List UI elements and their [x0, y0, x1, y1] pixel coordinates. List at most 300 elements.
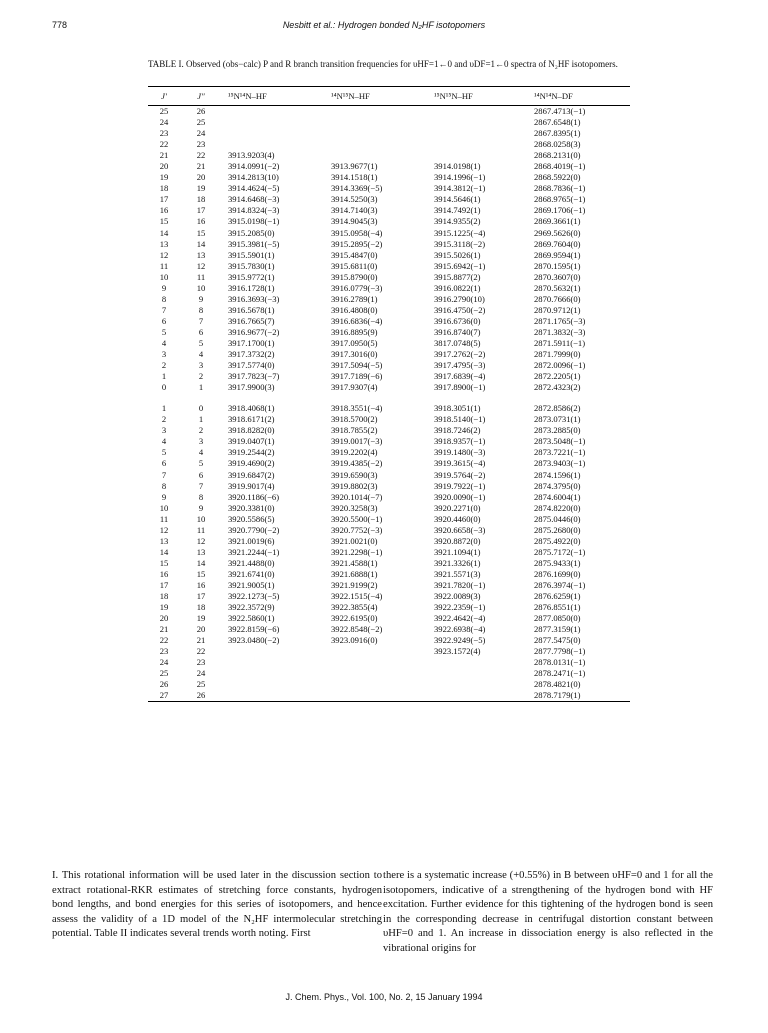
- table-row: [148, 194, 630, 205]
- table-cell: 3922.3572(9): [228, 602, 275, 613]
- table-row: [148, 250, 630, 261]
- table-cell: 3915.4847(0): [331, 249, 378, 260]
- table-cell: 2: [198, 425, 204, 436]
- table-cell: 3919.6590(3): [331, 469, 378, 480]
- table-cell: 2871.5911(−1): [534, 337, 586, 348]
- table-cell: 12: [196, 535, 206, 546]
- page-number: 778: [52, 20, 68, 30]
- table-cell: 3922.6195(0): [331, 613, 378, 624]
- table-cell: 17: [196, 205, 206, 216]
- table-cell: 3817.0748(5): [434, 337, 481, 348]
- table-cell: 3913.9203(4): [228, 150, 275, 161]
- table-cell: 3916.0822(1): [434, 282, 481, 293]
- table-cell: 3915.0198(−1): [228, 216, 280, 227]
- table-cell: 1: [161, 403, 167, 414]
- table-row: [148, 139, 630, 150]
- table-cell: 2875.9433(1): [534, 557, 581, 568]
- table-cell: 9: [198, 502, 204, 513]
- table-cell: 3917.9900(3): [228, 382, 275, 393]
- table-cell: 3917.0950(5): [331, 337, 378, 348]
- table-row: [148, 150, 630, 161]
- table-cell: 2873.7221(−1): [534, 447, 586, 458]
- table-row: [148, 657, 630, 668]
- table-cell: 1: [161, 371, 167, 382]
- table-cell: 2873.2885(0): [534, 425, 581, 436]
- table-row: [148, 294, 630, 305]
- table-cell: 2876.1699(0): [534, 568, 581, 579]
- table-cell: 3915.9772(1): [228, 271, 275, 282]
- table-cell: 25: [196, 117, 206, 128]
- table-cell: 3914.6468(−3): [228, 194, 280, 205]
- table-cell: 23: [159, 128, 169, 139]
- table-cell: 3921.4488(0): [228, 557, 275, 568]
- table-cell: 3914.0198(1): [434, 161, 481, 172]
- column-header: ¹⁵N¹⁴N–HF: [222, 87, 331, 106]
- table-cell: 2874.6004(1): [534, 491, 581, 502]
- table-row: [148, 382, 630, 393]
- table-cell: 22: [196, 150, 206, 161]
- table-cell: 3920.4460(0): [434, 513, 481, 524]
- running-title: Nesbitt et al.: Hydrogen bonded N₂HF isotopomers: [282, 20, 486, 30]
- table-cell: 2870.3607(0): [534, 271, 581, 282]
- table-cell: 14: [196, 238, 206, 249]
- table-cell: [222, 128, 331, 139]
- table-cell: [331, 150, 434, 161]
- table-cell: 3916.4808(0): [331, 304, 378, 315]
- table-cell: 2871.7999(0): [534, 349, 581, 360]
- table-row: [148, 436, 630, 447]
- table-cell: 16: [196, 216, 206, 227]
- table-cell: 2868.2131(0): [534, 150, 581, 161]
- table-row: [148, 547, 630, 558]
- table-row: [148, 668, 630, 679]
- table-cell: 3922.9249(−5): [434, 635, 486, 646]
- table-cell: 18: [159, 591, 169, 602]
- table-cell: 11: [196, 524, 206, 535]
- table-cell: 12: [159, 524, 169, 535]
- table-cell: 3920.3258(3): [331, 502, 378, 513]
- table-cell: 4: [198, 447, 204, 458]
- table-cell: 2877.7798(−1): [534, 646, 586, 657]
- table-cell: 22: [196, 646, 206, 657]
- table-cell: 3918.7855(2): [331, 425, 378, 436]
- table-cell: [331, 117, 434, 128]
- table-cell: 3919.2544(2): [228, 447, 275, 458]
- table-cell: 2870.9712(1): [534, 304, 581, 315]
- table-row: [148, 283, 630, 294]
- table-cell: 3923.1572(4): [434, 646, 481, 657]
- table-cell: 3916.2789(1): [331, 293, 378, 304]
- table-cell: 3918.9357(−1): [434, 436, 486, 447]
- table-cell: 7: [161, 469, 167, 480]
- table-cell: 2871.3832(−3): [534, 326, 586, 337]
- table-cell: [434, 106, 534, 118]
- table-cell: 3915.8877(2): [434, 271, 481, 282]
- table-cell: 4: [161, 337, 167, 348]
- table-cell: 3919.1480(−3): [434, 447, 486, 458]
- table-cell: 3921.6888(1): [331, 568, 378, 579]
- table-cell: 2: [161, 360, 167, 371]
- table-cell: 25: [159, 668, 169, 679]
- table-row: [148, 447, 630, 458]
- table-cell: 3920.5500(−1): [331, 513, 383, 524]
- table-row: [148, 117, 630, 128]
- table-cell: 15: [159, 557, 169, 568]
- column-header: ¹⁵N¹⁵N–HF: [434, 87, 534, 106]
- table-cell: 2872.4323(2): [534, 382, 581, 393]
- table-cell: 10: [159, 271, 169, 282]
- table-cell: 19: [159, 602, 169, 613]
- table-row: [148, 261, 630, 272]
- table-cell: [434, 690, 534, 702]
- table-cell: 0: [198, 403, 204, 414]
- table-cell: 8: [161, 293, 167, 304]
- table-cell: 3916.6836(−4): [331, 315, 383, 326]
- table-cell: [434, 128, 534, 139]
- table-cell: 3921.4588(1): [331, 557, 378, 568]
- table-cell: 11: [159, 260, 169, 271]
- table-cell: 3922.5860(1): [228, 613, 275, 624]
- table-cell: 3921.6741(0): [228, 568, 275, 579]
- table-cell: 2877.5475(0): [534, 635, 581, 646]
- table-caption: [148, 58, 628, 70]
- table-cell: 3923.0916(0): [331, 635, 378, 646]
- table-cell: 4: [161, 436, 167, 447]
- table-cell: [331, 668, 434, 679]
- table-cell: 3915.6811(0): [331, 260, 378, 271]
- table-cell: 3916.6736(0): [434, 315, 481, 326]
- table-cell: 3914.0991(−2): [228, 161, 280, 172]
- table-cell: 2877.0850(0): [534, 613, 581, 624]
- table-cell: [222, 668, 331, 679]
- table-cell: 3917.3732(2): [228, 349, 275, 360]
- table-cell: 3920.2271(0): [434, 502, 481, 513]
- table-cell: 3916.4750(−2): [434, 304, 486, 315]
- table-cell: [222, 690, 331, 702]
- table-row: [148, 646, 630, 657]
- table-cell: 3915.2895(−2): [331, 238, 383, 249]
- table-cell: 10: [196, 282, 206, 293]
- table-row: [148, 349, 630, 360]
- table-cell: 26: [196, 106, 206, 116]
- table-cell: 3916.0779(−3): [331, 282, 383, 293]
- column-header: ¹⁴N¹⁵N–HF: [331, 87, 434, 106]
- table-row: [148, 536, 630, 547]
- table-cell: 15: [159, 216, 169, 227]
- table-cell: 2876.6259(1): [534, 591, 581, 602]
- table-row: [148, 569, 630, 580]
- table-row: [148, 690, 630, 702]
- body-text-right-column: there is a systematic increase (+0.55%) in B between υHF=0 and 1 for all the isotopomers, indicative of a strengthening of the hydrogen bond with HF excitation. Further evidence for this tightening of the hydrogen bond is seen in the corresponding decrease in centrifugal distortion constant between υHF=0 and 1. An increase in dissociation energy is also reflected in the vibrational origins for: [383, 870, 713, 954]
- table-cell: 7: [198, 315, 204, 326]
- table-cell: 3915.5901(1): [228, 249, 275, 260]
- table-cell: 3917.7189(−6): [331, 371, 383, 382]
- table-row: [148, 183, 630, 194]
- table-cell: 14: [159, 227, 169, 238]
- table-body: [148, 106, 630, 702]
- table-cell: [222, 679, 331, 690]
- table-cell: 2867.6548(1): [534, 117, 581, 128]
- table-cell: 3922.6938(−4): [434, 624, 486, 635]
- table-cell: 3921.1094(1): [434, 546, 481, 557]
- table-cell: 3921.3326(1): [434, 557, 481, 568]
- table-row: [148, 371, 630, 382]
- table-cell: [331, 106, 434, 118]
- table-cell: [331, 679, 434, 690]
- table-cell: 3: [161, 425, 167, 436]
- table-row: [148, 205, 630, 216]
- table-cell: 3916.5678(1): [228, 304, 275, 315]
- table-cell: 2870.5632(1): [534, 282, 581, 293]
- table-cell: [331, 646, 434, 657]
- table-cell: 3915.5026(1): [434, 249, 481, 260]
- table-row: [148, 403, 630, 414]
- table-cell: [331, 128, 434, 139]
- table-cell: 9: [161, 282, 167, 293]
- table-cell: 1: [198, 382, 204, 393]
- table-cell: 2872.8586(2): [534, 403, 581, 414]
- table-cell: 23: [196, 139, 206, 150]
- table-cell: 6: [161, 458, 167, 469]
- table-cell: 3915.3981(−5): [228, 238, 280, 249]
- table-cell: 2867.8395(1): [534, 128, 581, 139]
- table-cell: 19: [159, 172, 169, 183]
- table-cell: 3916.1728(1): [228, 282, 275, 293]
- table-cell: 2869.7604(0): [534, 238, 581, 249]
- table-cell: 3917.9307(4): [331, 382, 378, 393]
- table-cell: 16: [159, 205, 169, 216]
- table-cell: 3919.4385(−2): [331, 458, 383, 469]
- table-cell: 19: [196, 613, 206, 624]
- table-cell: 3918.5700(2): [331, 414, 378, 425]
- table-cell: 3916.3693(−3): [228, 293, 280, 304]
- table-row: [148, 591, 630, 602]
- table-cell: 17: [159, 194, 169, 205]
- table-cell: 3913.9677(1): [331, 161, 378, 172]
- table-cell: 2876.3974(−1): [534, 579, 586, 590]
- table-cell: 3914.2813(10): [228, 172, 279, 183]
- table-cell: 2869.1706(−1): [534, 205, 586, 216]
- table-cell: 11: [159, 513, 169, 524]
- table-cell: 3914.3812(−1): [434, 183, 486, 194]
- table-cell: 10: [159, 502, 169, 513]
- table-cell: 2868.7836(−1): [534, 183, 586, 194]
- table-cell: 3919.7922(−1): [434, 480, 486, 491]
- table-cell: 21: [196, 635, 206, 646]
- table-cell: 3921.5571(3): [434, 568, 481, 579]
- table-cell: 6: [198, 326, 204, 337]
- table-cell: 3921.2298(−1): [331, 546, 383, 557]
- table-cell: 17: [196, 591, 206, 602]
- table-cell: 24: [159, 657, 169, 668]
- table-cell: 2873.5048(−1): [534, 436, 586, 447]
- table-cell: 2869.3661(1): [534, 216, 581, 227]
- table-cell: 2878.7179(1): [534, 690, 630, 702]
- table-cell: 3915.1225(−4): [434, 227, 486, 238]
- table-cell: 3915.6942(−1): [434, 260, 486, 271]
- table-row: [148, 414, 630, 425]
- table-cell: 3: [161, 349, 167, 360]
- table-cell: 3918.8282(0): [228, 425, 275, 436]
- table-cell: 3920.0090(−1): [434, 491, 486, 502]
- table-cell: 11: [196, 271, 206, 282]
- table-row: [148, 338, 630, 349]
- table-cell: 2969.5626(0): [534, 227, 581, 238]
- table-cell: 15: [196, 568, 206, 579]
- table-cell: 3915.2085(0): [228, 227, 275, 238]
- table-cell: 24: [159, 117, 169, 128]
- table-cell: 8: [198, 304, 204, 315]
- table-cell: 3921.2244(−1): [228, 546, 280, 557]
- table-cell: 3921.9199(2): [331, 579, 378, 590]
- table-cell: [331, 657, 434, 668]
- table-cell: 3914.4624(−5): [228, 183, 280, 194]
- table-cell: 7: [198, 480, 204, 491]
- table-cell: 5: [198, 337, 204, 348]
- table-cell: 24: [196, 128, 206, 139]
- table-cell: 3917.6839(−4): [434, 371, 486, 382]
- table-cell: 4: [198, 349, 204, 360]
- table-cell: 1: [198, 414, 204, 425]
- table-cell: 20: [159, 161, 169, 172]
- page-header: [52, 20, 716, 36]
- table-cell: 2871.1765(−3): [534, 315, 586, 326]
- table-cell: 3919.9017(4): [228, 480, 275, 491]
- table-row: [148, 624, 630, 635]
- table-cell: 5: [161, 447, 167, 458]
- table-cell: 26: [180, 690, 222, 702]
- table-cell: [331, 690, 434, 702]
- table-row: [148, 360, 630, 371]
- table-row: [148, 525, 630, 536]
- table-cell: 3917.4795(−3): [434, 360, 486, 371]
- table-cell: 24: [196, 668, 206, 679]
- table-row: [148, 481, 630, 492]
- table-cell: 2878.0131(−1): [534, 657, 586, 668]
- table-cell: 6: [198, 469, 204, 480]
- table-cell: 3921.0021(0): [331, 535, 378, 546]
- table-cell: 5: [161, 326, 167, 337]
- table-cell: 3920.1014(−7): [331, 491, 383, 502]
- table-cell: 3: [198, 436, 204, 447]
- table-cell: 3919.8802(3): [331, 480, 378, 491]
- table-cell: 3917.5094(−5): [331, 360, 383, 371]
- table-cell: 8: [198, 491, 204, 502]
- table-cell: 25: [159, 106, 169, 116]
- table-label: TABLE I.: [148, 59, 184, 69]
- table-cell: 3921.0019(6): [228, 535, 275, 546]
- table-cell: 23: [159, 646, 169, 657]
- table-cell: 3921.9005(1): [228, 579, 275, 590]
- table-cell: 22: [159, 139, 169, 150]
- table-cell: 3916.2790(10): [434, 293, 485, 304]
- table-cell: 3919.3615(−4): [434, 458, 486, 469]
- table-cell: 3918.6171(2): [228, 414, 275, 425]
- table-cell: 2875.2680(0): [534, 524, 581, 535]
- table-cell: 3914.1996(−1): [434, 172, 486, 183]
- body-text-left-column: I. This rotational information will be used later in the discussion section to extract rotational-RKR estimates of stretching force constants, hydrogen bond lengths, and bond energies for this series of isotopomers, and hence assess the validity of a 1D model of the N₂HF intermolecular stretching potential. Table II indicates several trends worth noting. First: [52, 870, 382, 939]
- table-cell: 21: [159, 624, 169, 635]
- table-cell: 6: [161, 315, 167, 326]
- table-cell: 19: [196, 183, 206, 194]
- table-row: [148, 128, 630, 139]
- table-cell: 16: [196, 579, 206, 590]
- table-cell: 14: [159, 546, 169, 557]
- column-header: ¹⁴N¹⁴N–DF: [534, 87, 630, 106]
- table-cell: 20: [196, 172, 206, 183]
- table-cell: [222, 139, 331, 150]
- table-cell: 3921.7820(−1): [434, 579, 486, 590]
- table-cell: 2868.9765(−1): [534, 194, 586, 205]
- table-cell: 2875.4922(0): [534, 535, 581, 546]
- table-row: [148, 316, 630, 327]
- table-cell: 2874.3795(0): [534, 480, 581, 491]
- table-cell: 15: [196, 227, 206, 238]
- table-cell: [434, 150, 534, 161]
- table-row: [148, 635, 630, 646]
- table-cell: 3920.1186(−6): [228, 491, 280, 502]
- table-cell: 3919.2202(4): [331, 447, 378, 458]
- table-cell: [434, 668, 534, 679]
- table-cell: 3917.3016(0): [331, 349, 378, 360]
- table-cell: 3915.0958(−4): [331, 227, 383, 238]
- table-cell: 3914.9045(3): [331, 216, 378, 227]
- table-cell: 3: [198, 360, 204, 371]
- table-cell: 16: [159, 568, 169, 579]
- table-cell: [331, 139, 434, 150]
- table-caption-text: Observed (obs−calc) P and R branch transition frequencies for υHF=1←0 and υDF=1←0 spectra of N₂HF isotopomers.: [186, 59, 618, 69]
- table-cell: 18: [196, 602, 206, 613]
- table-cell: 2867.4713(−1): [534, 106, 586, 116]
- table-cell: 2872.2205(1): [534, 371, 581, 382]
- table-cell: [434, 117, 534, 128]
- table-cell: 3916.9677(−2): [228, 326, 280, 337]
- table-row: [148, 327, 630, 338]
- table-row: [148, 106, 630, 118]
- table-cell: 2868.4019(−1): [534, 161, 586, 172]
- table-cell: 2875.0446(0): [534, 513, 581, 524]
- table-cell: 13: [196, 546, 206, 557]
- table-cell: 9: [161, 491, 167, 502]
- table-cell: 25: [196, 679, 206, 690]
- journal-citation-footer: J. Chem. Phys., Vol. 100, No. 2, 15 January 1994: [285, 992, 483, 1002]
- table-cell: 2878.2471(−1): [534, 668, 586, 679]
- table-cell: 3917.1700(1): [228, 337, 275, 348]
- table-cell: 3919.0017(−3): [331, 436, 383, 447]
- table-cell: 3915.3118(−2): [434, 238, 486, 249]
- table-cell: 3917.2762(−2): [434, 349, 486, 360]
- table-cell: 2870.7666(0): [534, 293, 581, 304]
- table-cell: 2874.8220(0): [534, 502, 581, 513]
- table-cell: 3918.3051(1): [434, 403, 481, 414]
- table-cell: 3914.7140(3): [331, 205, 378, 216]
- table-row: [148, 305, 630, 316]
- table-cell: 3914.1518(1): [331, 172, 378, 183]
- table-cell: 2872.0096(−1): [534, 360, 586, 371]
- table-cell: 3918.3551(−4): [331, 403, 383, 414]
- table-cell: 2874.1596(1): [534, 469, 581, 480]
- table-cell: 3922.8548(−2): [331, 624, 383, 635]
- table-cell: 8: [161, 480, 167, 491]
- table-cell: 3919.0407(1): [228, 436, 275, 447]
- table-cell: 3920.5586(5): [228, 513, 275, 524]
- table-header-row: [148, 87, 630, 106]
- table-cell: 26: [159, 679, 169, 690]
- table-cell: 3922.1273(−5): [228, 591, 280, 602]
- table-row: [148, 580, 630, 591]
- table-row: [148, 503, 630, 514]
- table-cell: [222, 117, 331, 128]
